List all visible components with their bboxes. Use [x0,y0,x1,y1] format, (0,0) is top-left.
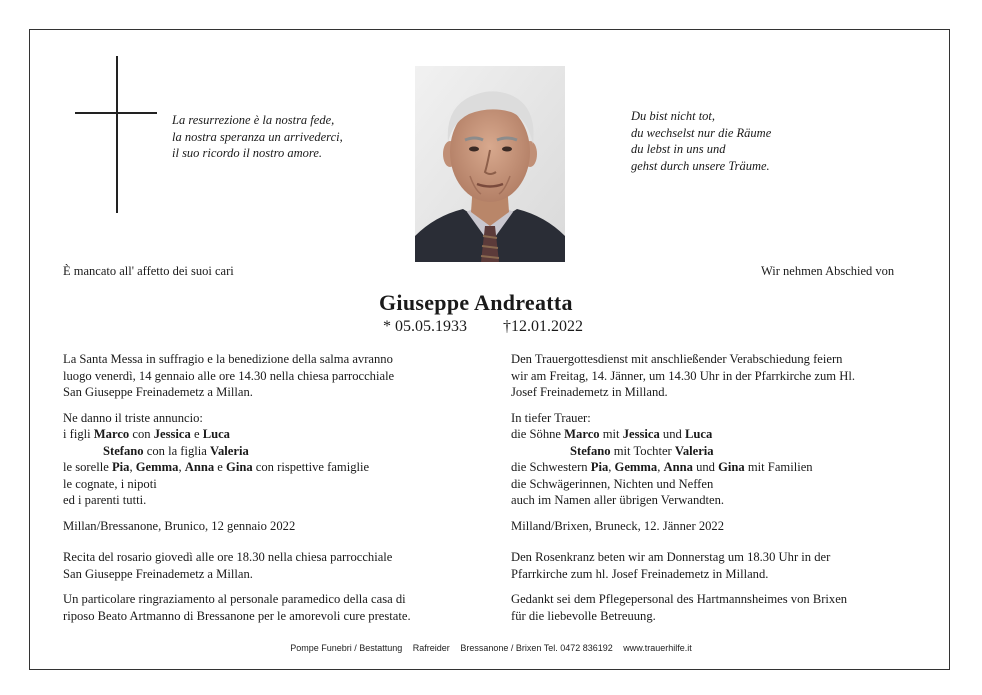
name-bold: Valeria [674,443,714,458]
cross-vertical [116,56,118,213]
italian-quote-line: la nostra speranza un arrivederci, [172,129,343,144]
text-span: , [129,460,136,474]
german-thanks-paragraph [511,591,855,624]
text-line: für die liebevolle Betreuung. [511,608,656,623]
text-span: und [692,460,719,474]
text-line: Un particolare ringraziamento al personale paramedico della casa di [63,592,406,606]
text-line: ed i parenti tutti. [63,493,147,507]
text-span: mit Familien [744,460,813,474]
children-line [63,443,411,460]
german-quote-line: Du bist nicht tot, [631,109,716,123]
text-span: con la figlia [143,443,211,458]
sons-line [511,426,855,443]
text-span: mit Tochter [610,443,675,458]
text-span: le sorelle [63,460,112,474]
name-bold: Anna [184,460,215,474]
text-line: Gedankt sei dem Pflegepersonal des Hartmannsheimes von Brixen [511,592,848,606]
name-bold: Luca [202,427,230,441]
text-span: con [129,427,154,441]
text-span: die Schwestern [511,460,591,474]
footer-owner: Rafreider [412,643,450,653]
sisters-line [63,459,411,476]
name-bold: Pia [590,460,609,474]
name-bold: Marco [93,427,130,441]
text-line: luogo venerdì, 14 gennaio alle ore 14.30 nella chiesa parrocchiale [63,368,395,383]
italian-mourners-paragraph [63,410,411,509]
footer [0,643,982,653]
italian-rosary-paragraph [63,549,411,582]
italian-mass-paragraph [63,351,411,401]
text-line: La Santa Messa in suffragio e la benedizione della salma avranno [63,352,393,366]
german-mourners-paragraph [511,410,855,509]
text-line: riposo Beato Artmanno di Bressanone per le amorevoli cure prestate. [63,608,411,623]
children-line [63,426,411,443]
text-span: , [657,460,664,474]
name-bold: Luca [684,427,713,441]
name-bold: Anna [663,460,693,474]
name-bold: Gemma [614,460,658,474]
italian-column [63,351,411,633]
text-span: , [608,460,615,474]
text-span: die Söhne [511,427,565,441]
name-bold: Marco [564,427,600,441]
text-line: auch im Namen aller übrigen Verwandten. [511,493,725,507]
text-line: San Giuseppe Freinademetz a Millan. [63,385,253,399]
text-line: Josef Freinademetz in Milland. [511,385,668,399]
text-line: Millan/Bressanone, Brunico, 12 gennaio 2022 [63,518,296,533]
text-span: mit [599,427,623,441]
text-line: In tiefer Trauer: [511,410,591,425]
german-quote-line: du wechselst nur die Räume [631,125,772,140]
text-line: Pfarrkirche zum hl. Josef Freinademetz in Milland. [511,566,769,581]
portrait-photo [415,66,565,262]
italian-quote-line: La resurrezione è la nostra fede, [172,113,335,127]
text-line: Ne danno il triste annuncio: [63,410,203,425]
name-bold: Jessica [622,427,660,441]
name-bold: Valeria [210,443,249,458]
text-span: e [214,460,227,474]
german-quote-line: gehst durch unsere Träume. [631,158,770,173]
italian-quote [172,112,343,162]
text-line: Recita del rosario giovedì alle ore 18.30 nella chiesa parrocchiale [63,550,393,564]
text-span: und [659,427,685,441]
text-line: le cognate, i nipoti [63,476,157,491]
text-span: i figli [63,427,94,441]
text-line: Den Trauergottesdienst mit anschließender Verabschiedung feiern [511,352,843,366]
german-place-date [511,518,855,535]
birth-date: * 05.05.1933 [383,318,467,335]
name-bold: Pia [111,460,130,474]
sisters-line [511,459,855,476]
text-line: Milland/Brixen, Bruneck, 12. Jänner 2022 [511,518,725,533]
name-bold: Jessica [153,427,191,441]
name-bold: Gina [718,460,745,474]
german-mass-paragraph [511,351,855,401]
sons-line [511,443,855,460]
name-bold: Gemma [135,460,179,474]
name-bold: Gina [226,460,253,474]
name-bold: Stefano [103,443,144,458]
name-bold: Stefano [570,443,611,458]
footer-location: Bressanone / Brixen Tel. 0472 836192 [460,643,613,653]
italian-intro: È mancato all' affetto dei suoi cari [63,264,234,278]
text-span: e [190,427,203,441]
text-line: Den Rosenkranz beten wir am Donnerstag um 18.30 Uhr in der [511,550,831,564]
german-rosary-paragraph [511,549,855,582]
text-span: , [178,460,185,474]
german-intro: Wir nehmen Abschied von [761,264,895,278]
deceased-name: Giuseppe Andreatta [379,290,573,315]
german-quote [631,108,771,174]
italian-place-date [63,518,411,535]
italian-thanks-paragraph [63,591,411,624]
text-line: die Schwägerinnen, Nichten und Neffen [511,476,714,491]
cross-horizontal [75,112,157,114]
italian-quote-line: il suo ricordo il nostro amore. [172,146,323,160]
text-line: San Giuseppe Freinademetz a Millan. [63,566,253,581]
footer-company: Pompe Funebri / Bestattung [290,643,403,653]
text-span: con rispettive famiglie [252,460,370,474]
footer-website: www.trauerhilfe.it [623,643,692,653]
german-quote-line: du lebst in uns und [631,142,726,156]
death-date: †12.01.2022 [503,318,583,335]
text-line: wir am Freitag, 14. Jänner, um 14.30 Uhr in der Pfarrkirche zum Hl. [511,368,855,383]
german-column [511,351,855,633]
